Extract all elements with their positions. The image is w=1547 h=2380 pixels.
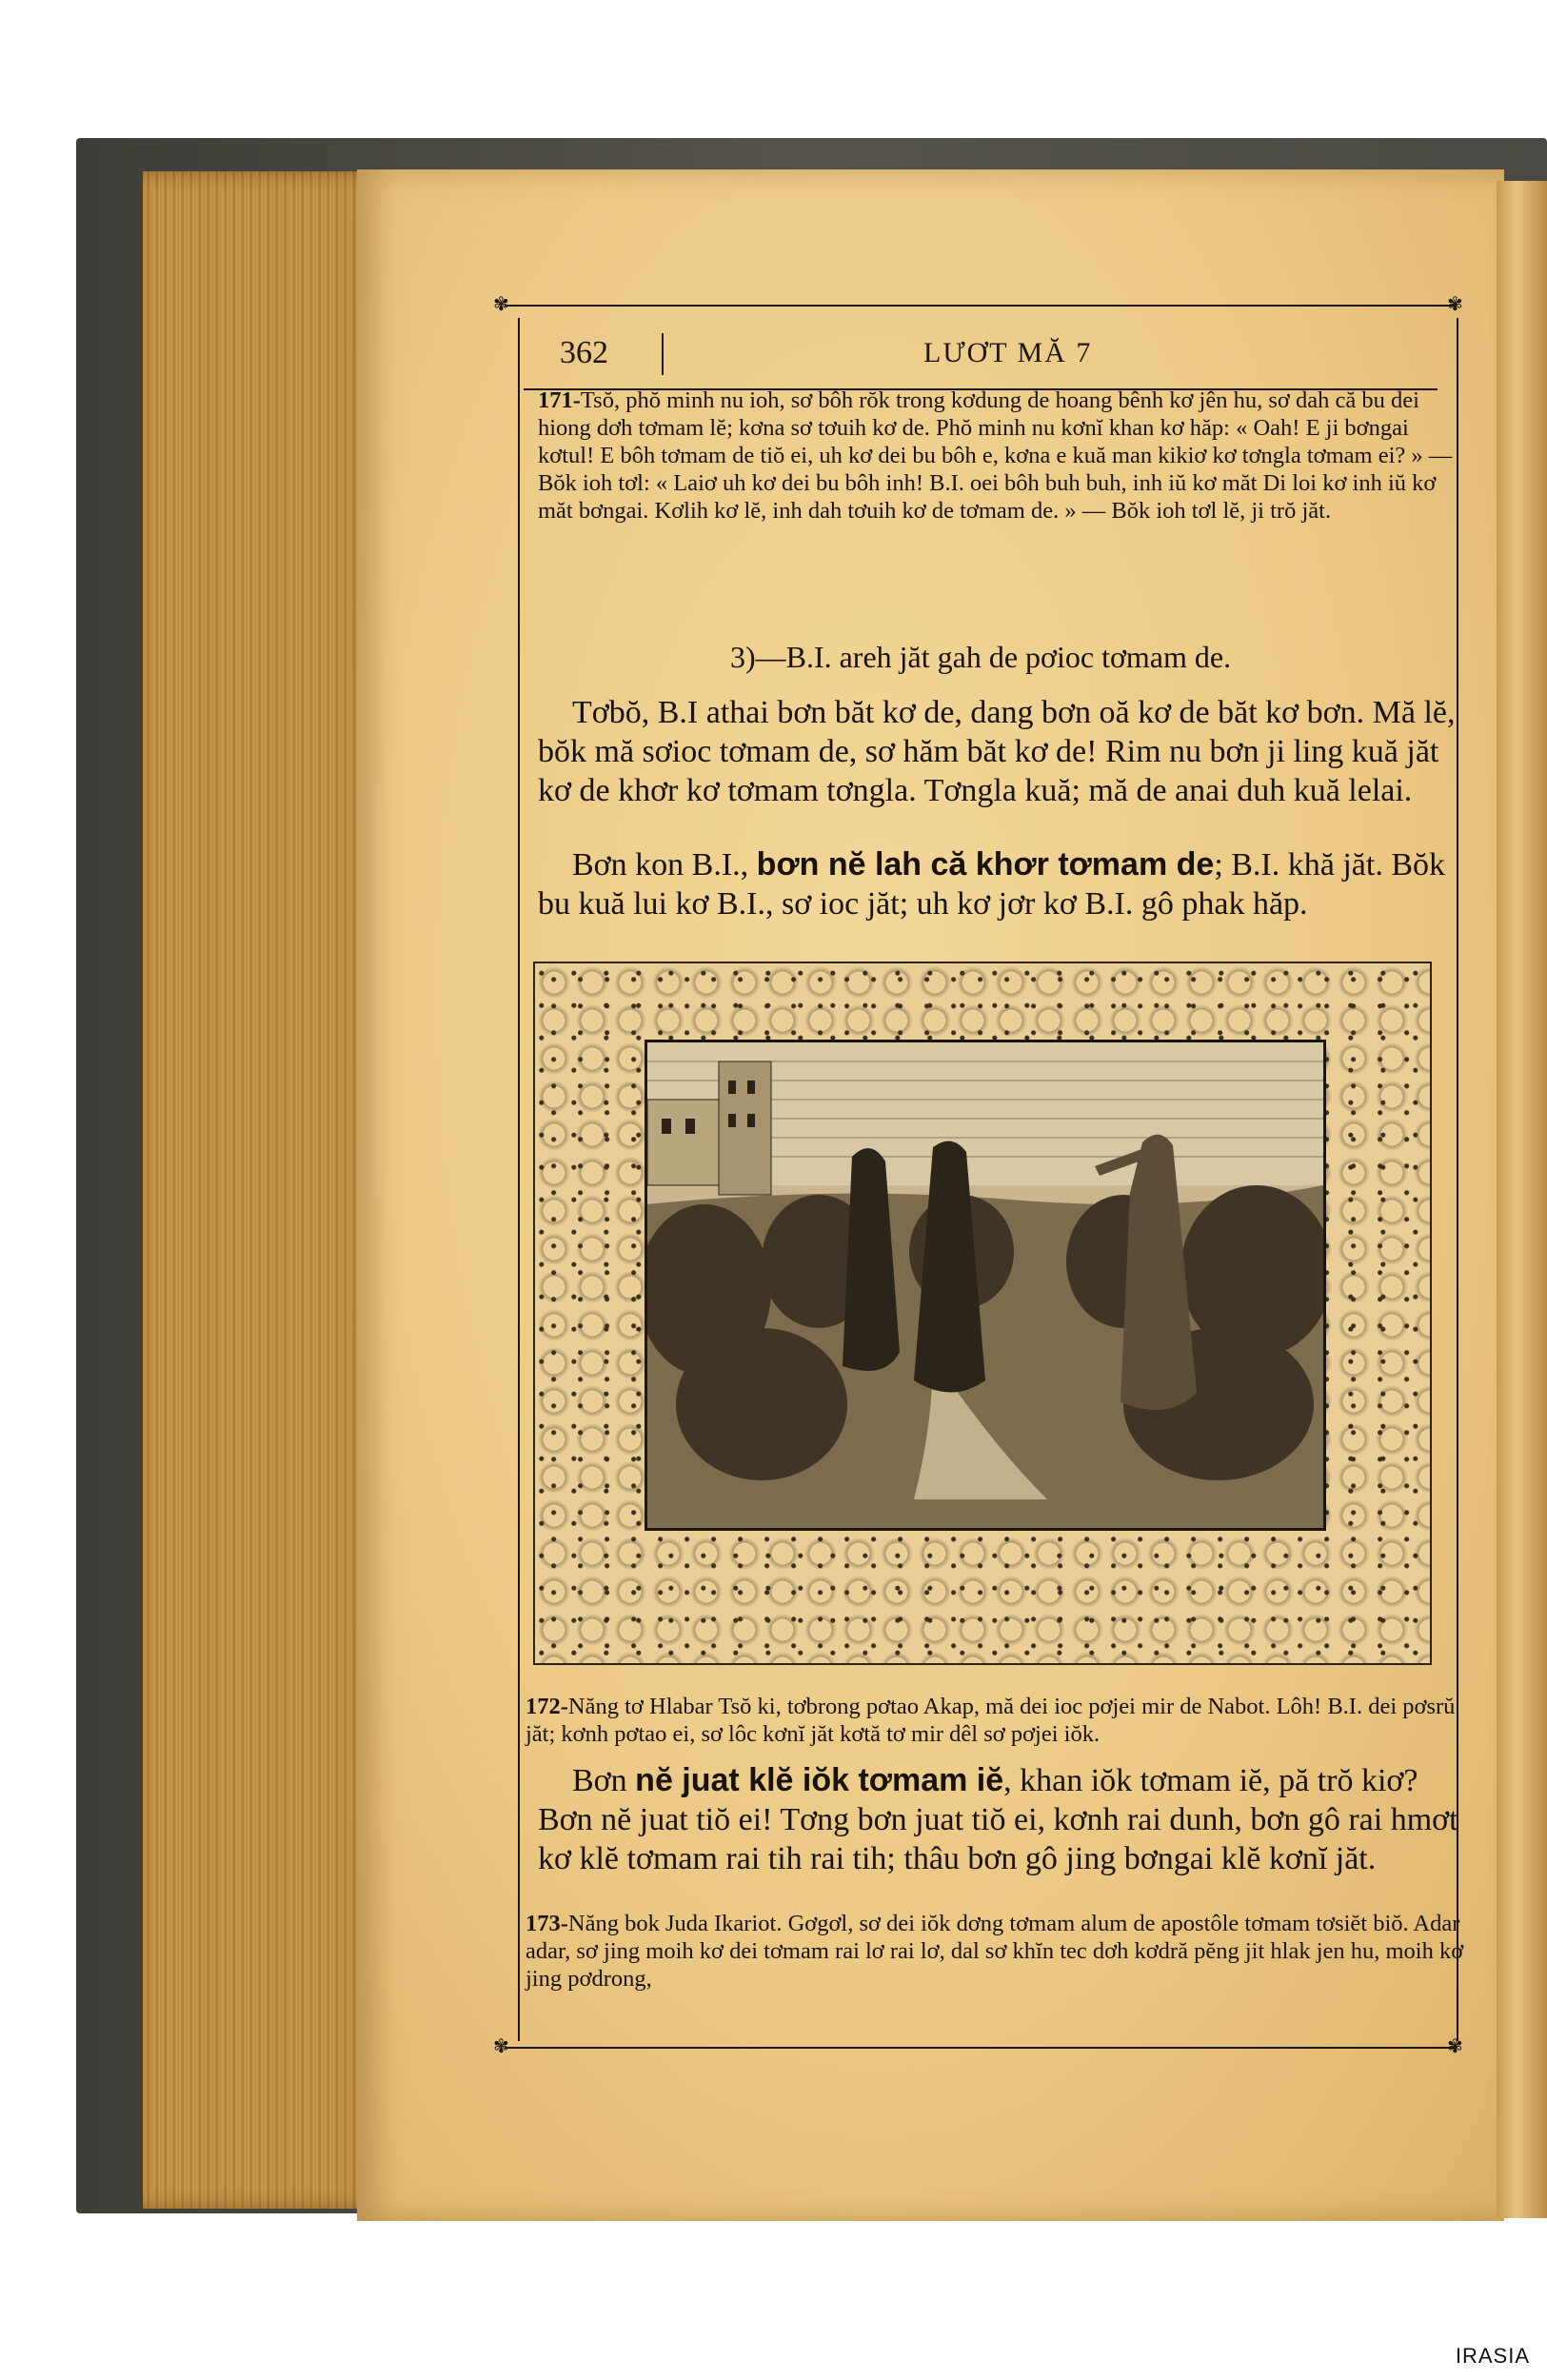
next-page-edge xyxy=(1497,181,1547,2218)
caption-173 xyxy=(526,1910,1468,1993)
emphasis-text: nĕ juat klĕ iŏk tơmam iĕ xyxy=(635,1762,1004,1798)
header-separator xyxy=(662,333,664,375)
engraving-men-in-vineyard-icon xyxy=(647,1042,1323,1528)
section-heading: 3)—B.I. areh jăt gah de pơioc tơmam de. xyxy=(729,640,1232,674)
body-text: ; B.I. khă jăt. Bŏk bu kuă lui kơ B.I., sơ ioc jăt; uh kơ jơr kơ B.I. gô phak hăp. xyxy=(538,847,1446,922)
caption-text: Năng tơ Hlabar Tsŏ ki, tơbrong pơtao Akap, mă dei ioc pơjei mir de Nabot. Lôh! B.I. dei pơsrŭ jăt; kơnh pơtao ei, sơ lôc kơnĭ jăt kơtă tơ mir dêl sơ pơjei iŏk. xyxy=(526,1694,1456,1747)
paragraph-171 xyxy=(538,387,1466,525)
body-paragraph-1: Tơbŏ, B.I athai bơn băt kơ de, dang bơn oă kơ de băt kơ bơn. Mă lĕ, bŏk mă sơioc tơmam de, sơ hăm băt kơ de! Rim nu bơn ji ling kuă jăt kơ de khơr kơ tơmam tơngla. Tơngla kuă; mă de anai duh kuă lelai. xyxy=(538,695,1456,808)
corner-ornament-icon: ✾ xyxy=(493,2036,509,2057)
paragraph-number: 172- xyxy=(526,1694,568,1719)
corner-ornament-icon: ✾ xyxy=(1447,294,1463,315)
running-head: LƯƠT MĂ 7 xyxy=(923,337,1093,368)
caption-text: Năng bok Juda Ikariot. Gơgơl, sơ dei iŏk dơng tơmam alum de apostôle tơmam tơsiĕt biŏ. Adar adar, sơ jing moih kơ dei tơmam rai lơ rai lơ, dal sơ khĭn tec dơh kơdră pĕng jit hlak jen hu, moih kơ jing pơdrong, xyxy=(526,1911,1464,1992)
page-header xyxy=(505,326,1457,373)
body-text: Bơn kon B.I., xyxy=(572,847,757,883)
body-paragraph-3 xyxy=(538,1761,1466,1878)
body-paragraph-2 xyxy=(538,845,1466,923)
bottom-rule xyxy=(505,2047,1457,2049)
top-rule xyxy=(505,305,1457,307)
page-number: 362 xyxy=(560,335,608,370)
floral-border-ornament xyxy=(533,962,1432,1665)
corner-ornament-icon: ✾ xyxy=(493,294,509,315)
caption-172 xyxy=(526,1693,1468,1748)
engraving-illustration xyxy=(645,1040,1326,1531)
corner-ornament-icon: ✾ xyxy=(1447,2036,1463,2057)
paragraph-number: 171- xyxy=(538,387,581,413)
body-text: , khan iŏk tơmam iĕ, pă trŏ kiơ? Bơn nĕ juat tiŏ ei! Tơng bơn juat tiŏ ei, kơnh rai dunh, bơn gô rai hmơt kơ klĕ tơmam rai tih rai tih; thâu bơn gô jing bơngai klĕ kơnĭ jăt. xyxy=(538,1763,1458,1876)
paragraph-text: Tsŏ, phŏ minh nu ioh, sơ bôh rŏk trong kơdung de hoang bênh kơ jên hu, sơ dah că bu dei hiong dơh tơmam lĕ; kơna sơ tơuih kơ de. Phŏ minh nu kơnĭ khan kơ hăp: « Oah! E ji bơngai kơtul! E bôh tơmam de tiŏ ei, uh kơ dei bu bôh e, kơna e kuă man kikiơ kơ tơngla tơmam ei? » — Bŏk ioh tơl: « Laiơ uh kơ dei bu bôh inh! B.I. oei bôh buh buh, inh iŭ kơ măt Di loi kơ inh iŭ kơ măt bơngai. Kơlih kơ lĕ, inh dah tơuih kơ de tơmam de. » — Bŏk ioh tơl lĕ, ji trŏ jăt. xyxy=(538,387,1453,524)
watermark: IRASIA xyxy=(1455,2344,1530,2368)
page-edges xyxy=(143,171,376,2209)
emphasis-text: bơn nĕ lah că khơr tơmam de xyxy=(756,846,1215,883)
body-text: Bơn xyxy=(572,1763,636,1798)
paragraph-number: 173- xyxy=(526,1911,568,1936)
left-frame-line xyxy=(518,318,520,2041)
text-frame xyxy=(493,294,1464,2061)
